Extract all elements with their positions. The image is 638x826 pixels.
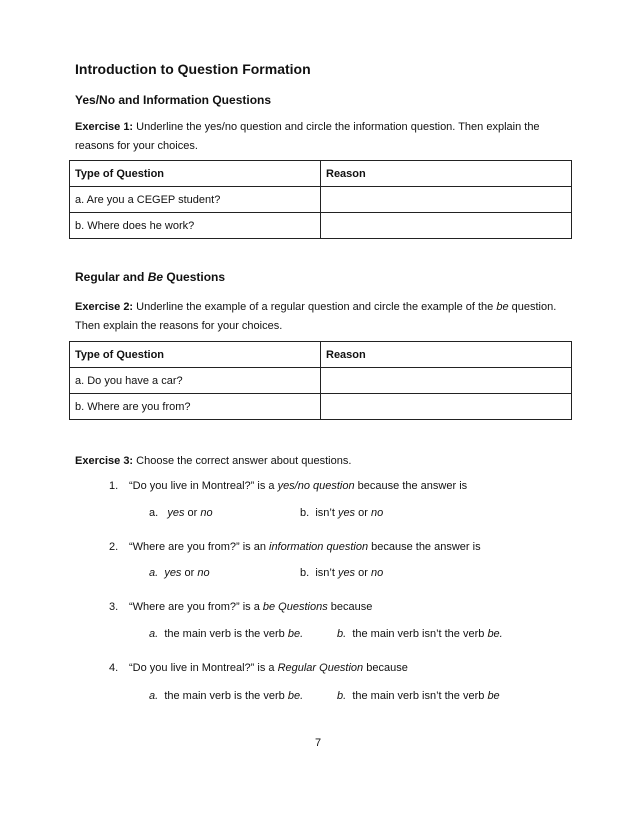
item-text-italic: yes/no question [277, 480, 355, 492]
exercise3-text: Choose the correct answer about questions. [133, 455, 352, 467]
option-text-italic: yes [167, 507, 185, 519]
answer-option-a[interactable] [149, 690, 303, 702]
item-text: because the answer is [368, 541, 481, 553]
exercise2-text: question. [508, 301, 557, 313]
option-label: a. [149, 507, 159, 519]
col-type-header: Type of Question [70, 161, 321, 187]
question-item-4 [109, 662, 408, 674]
exercise3-instructions [75, 452, 565, 471]
reason-cell[interactable] [321, 394, 572, 420]
answer-option-b[interactable] [337, 690, 500, 702]
answer-option-b[interactable] [300, 507, 383, 519]
item-text: because [363, 662, 408, 674]
table-row [70, 368, 572, 394]
item-number: 2. [109, 541, 119, 553]
item-number: 1. [109, 480, 119, 492]
exercise2-instructions [75, 298, 565, 336]
option-text-italic: be [487, 690, 500, 702]
exercise1-text-line2: reasons for your choices. [75, 140, 198, 152]
answer-option-a[interactable] [149, 628, 303, 640]
exercise2-text: Underline the example of a regular question and circle the example of the [133, 301, 497, 313]
question-cell: a. Are you a CEGEP student? [70, 187, 321, 213]
item-text-italic: Regular Question [277, 662, 364, 674]
section2-heading [75, 270, 225, 284]
option-text: or [355, 567, 371, 579]
item-text: because [327, 601, 373, 613]
reason-cell[interactable] [321, 368, 572, 394]
item-number: 4. [109, 662, 119, 674]
option-text-italic: yes [164, 567, 182, 579]
answer-option-b[interactable] [300, 567, 383, 579]
col-reason-header: Reason [321, 342, 572, 368]
col-reason-header: Reason [321, 161, 572, 187]
exercise2-table [69, 341, 572, 420]
exercise1-instructions [75, 118, 565, 156]
exercise1-label: Exercise 1: [75, 121, 134, 133]
option-label: b. [337, 690, 347, 702]
option-text: the main verb is the verb [164, 690, 288, 702]
section2-heading-part: Questions [163, 270, 226, 284]
item-text: “Where are you from?” is a [129, 601, 263, 613]
option-label: b. [300, 567, 310, 579]
section1-heading: Yes/No and Information Questions [75, 93, 272, 107]
item-text: because the answer is [354, 480, 468, 492]
table-row [70, 394, 572, 420]
option-text-italic: be. [487, 628, 503, 640]
option-label: a. [149, 690, 159, 702]
table-row [70, 187, 572, 213]
option-text-italic: yes [337, 507, 356, 519]
question-cell: b. Where are you from? [70, 394, 321, 420]
option-text: or [355, 507, 371, 519]
reason-cell[interactable] [321, 187, 572, 213]
question-cell: a. Do you have a car? [70, 368, 321, 394]
option-label: b. [337, 628, 347, 640]
question-item-3 [109, 601, 372, 613]
option-text-italic: be. [287, 628, 304, 640]
option-text-italic: be. [287, 690, 304, 702]
option-label: b. [300, 507, 310, 519]
answer-option-a[interactable] [149, 567, 210, 579]
option-text: or [181, 567, 198, 579]
section2-heading-part: Regular and [75, 270, 148, 284]
page-title: Introduction to Question Formation [75, 61, 311, 77]
col-type-header: Type of Question [70, 342, 321, 368]
table-header-row [70, 342, 572, 368]
reason-cell[interactable] [321, 213, 572, 239]
exercise2-text-line2: Then explain the reasons for your choices. [75, 320, 283, 332]
item-text: “Do you live in Montreal?” is a [129, 662, 278, 674]
option-text: the main verb isn’t the verb [352, 628, 488, 640]
item-number: 3. [109, 601, 119, 613]
answer-option-b[interactable] [337, 628, 503, 640]
option-text: isn’t [315, 507, 338, 519]
option-text-italic: no [370, 567, 384, 579]
item-text: “Where are you from?” is an [129, 541, 269, 553]
option-text: the main verb is the verb [164, 628, 288, 640]
table-header-row [70, 161, 572, 187]
page-number: 7 [315, 737, 322, 749]
exercise1-text-line1: Underline the yes/no question and circle the information question. Then explain the [133, 121, 540, 133]
question-cell: b. Where does he work? [70, 213, 321, 239]
item-text-italic: be Questions [262, 601, 328, 613]
table-row [70, 213, 572, 239]
item-text: “Do you live in Montreal?” is a [129, 480, 278, 492]
option-text: or [184, 507, 201, 519]
item-text-italic: information question [269, 541, 369, 553]
option-label: a. [149, 628, 159, 640]
exercise2-text-be: be [496, 301, 509, 313]
option-text-italic: no [370, 507, 384, 519]
exercise3-label: Exercise 3: [75, 455, 134, 467]
option-text-italic: no [200, 507, 213, 519]
exercise2-label: Exercise 2: [75, 301, 134, 313]
section2-heading-be: Be [147, 270, 164, 284]
question-item-1 [109, 480, 467, 492]
exercise1-table [69, 160, 572, 239]
option-text: the main verb isn’t the verb [352, 690, 488, 702]
option-text-italic: yes [337, 567, 356, 579]
option-label: a. [149, 567, 159, 579]
answer-option-a[interactable] [149, 507, 213, 519]
option-text: isn’t [315, 567, 338, 579]
option-text-italic: no [197, 567, 210, 579]
question-item-2 [109, 541, 481, 553]
